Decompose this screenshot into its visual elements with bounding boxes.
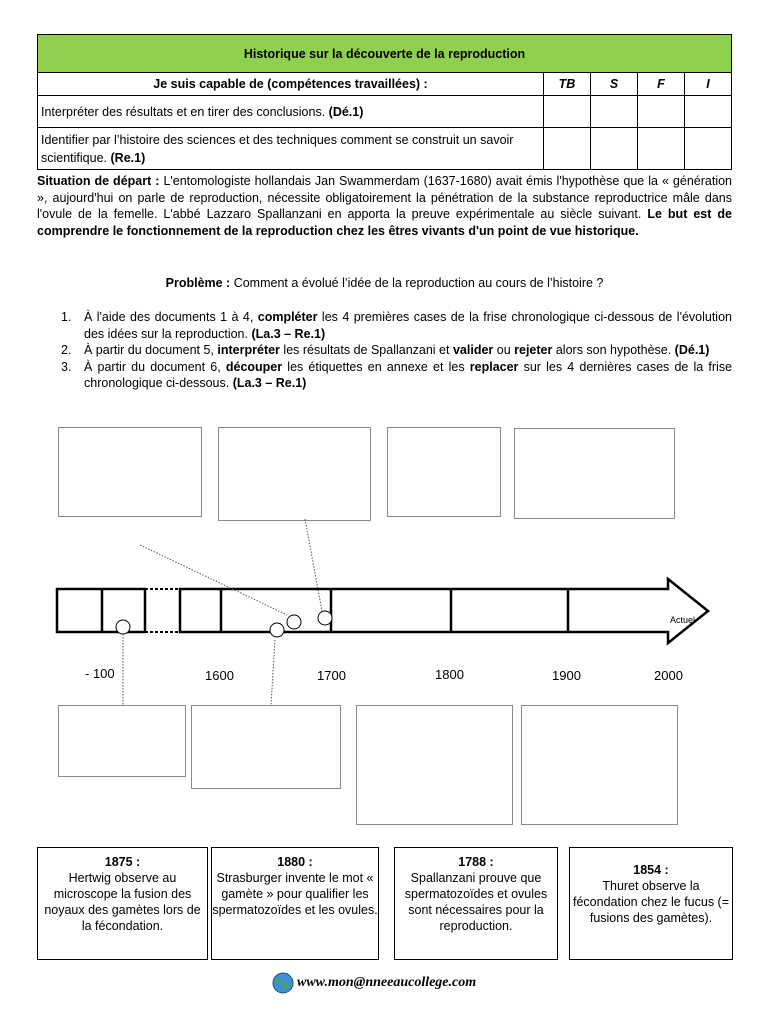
tick-label: - 100 bbox=[85, 666, 115, 681]
instruction-verb: interpréter bbox=[217, 343, 280, 357]
instruction-text: les résultats de Spallanzani et bbox=[279, 343, 453, 357]
instruction-text: ou bbox=[493, 343, 515, 357]
event-year: 1875 : bbox=[104, 855, 141, 869]
answer-box-top-3[interactable] bbox=[387, 427, 501, 517]
event-label-1788[interactable] bbox=[394, 847, 558, 960]
tick-label: 2000 bbox=[654, 668, 683, 683]
problem-text: Comment a évolué l’idée de la reproduction au cours de l’histoire ? bbox=[230, 276, 604, 290]
tick-label: 1600 bbox=[205, 668, 234, 683]
instruction-item bbox=[37, 359, 732, 392]
check-cell[interactable] bbox=[544, 96, 591, 128]
instruction-item bbox=[37, 309, 732, 342]
footer bbox=[272, 972, 476, 994]
situation-text: L'entomologiste hollandais Jan Swammerdam (1637-1680) avait émis l'hypothèse que la « génération », aujourd'hui on parle de reproduction, nécessite obligatoirement la pénétration de la substance reproductrice mâle dans l'ovule de la femelle. L'abbé Lazzaro Spallanzani en apporta la preuve expérimentale au siècle suivant. bbox=[37, 174, 733, 221]
answer-box-bottom-1[interactable] bbox=[58, 705, 186, 777]
timeline-arrow-label: Actuel bbox=[670, 615, 696, 625]
competence-row bbox=[38, 128, 544, 170]
answer-box-bottom-3[interactable] bbox=[356, 705, 513, 825]
answer-box-bottom-4[interactable] bbox=[521, 705, 678, 825]
tick-label: 1700 bbox=[317, 668, 346, 683]
event-label-1875[interactable] bbox=[37, 847, 208, 960]
situation-goal: Le but est de comprendre le fonctionnement de la reproduction chez les êtres vivants d'un point de vue historique. bbox=[37, 207, 733, 238]
problem-label: Problème : bbox=[165, 276, 231, 290]
situation-label: Situation de départ : bbox=[37, 174, 160, 188]
connector-line bbox=[140, 545, 287, 615]
instruction-item bbox=[37, 342, 732, 359]
globe-icon bbox=[272, 972, 294, 994]
instruction-verb: découper bbox=[225, 359, 283, 374]
connector-line bbox=[305, 519, 322, 611]
event-label-1854[interactable] bbox=[569, 847, 733, 960]
event-text: Spallanzani prouve que spermatozoïdes et ovules sont nécessaires pour la reproduction. bbox=[404, 871, 548, 933]
instruction-verb: compléter bbox=[257, 310, 318, 324]
answer-box-top-1[interactable] bbox=[58, 427, 202, 517]
tick-label: 1800 bbox=[435, 667, 464, 682]
instruction-code: (La.3 – Re.1) bbox=[251, 326, 326, 341]
check-cell[interactable] bbox=[638, 128, 685, 170]
instruction-number: 2. bbox=[61, 343, 72, 357]
instruction-text: À partir du document 5, bbox=[84, 343, 218, 357]
instruction-verb: replacer bbox=[469, 359, 519, 374]
instruction-number: 1. bbox=[61, 310, 72, 324]
answer-box-bottom-2[interactable] bbox=[191, 705, 341, 789]
footer-website[interactable]: www.mon@nneeaucollege.com bbox=[297, 975, 477, 990]
event-text: Strasburger invente le mot « gamète » pour qualifier les spermatozoïdes et les ovules. bbox=[212, 871, 378, 917]
event-year: 1788 : bbox=[458, 855, 494, 869]
check-cell[interactable] bbox=[685, 128, 732, 170]
instruction-code: (Dé.1) bbox=[674, 343, 710, 357]
check-cell[interactable] bbox=[544, 128, 591, 170]
competence-code: (Re.1) bbox=[110, 150, 146, 165]
event-text: Thuret observe la fécondation chez le fucus (= fusions des gamètes). bbox=[573, 879, 729, 925]
instruction-text: les 4 premières cases de la frise chronologique ci-dessous de l'évolution des idées sur la reproduction. bbox=[84, 310, 732, 341]
page-title: Historique sur la découverte de la reproduction bbox=[38, 35, 732, 73]
instruction-list bbox=[37, 309, 732, 392]
check-cell[interactable] bbox=[591, 128, 638, 170]
answer-box-top-2[interactable] bbox=[218, 427, 371, 521]
check-cell[interactable] bbox=[638, 96, 685, 128]
instruction-text: alors son hypothèse. bbox=[552, 343, 675, 357]
connector-lines bbox=[0, 510, 768, 710]
instruction-text: les étiquettes en annexe et les bbox=[282, 359, 470, 374]
competence-text: Identifier par l’histoire des sciences et des techniques comment se construit un savoir scientifique. bbox=[41, 132, 514, 165]
situation-paragraph bbox=[37, 173, 732, 239]
check-cell[interactable] bbox=[591, 96, 638, 128]
competence-text: Interpréter des résultats et en tirer des conclusions. bbox=[41, 104, 326, 119]
connector-line bbox=[271, 640, 275, 705]
instruction-verb: valider bbox=[452, 343, 494, 357]
instruction-text: À l'aide des documents 1 à 4, bbox=[84, 310, 258, 324]
tick-label: 1900 bbox=[552, 668, 581, 683]
event-text: Hertwig observe au microscope la fusion des noyaux des gamètes lors de la fécondation. bbox=[44, 871, 201, 933]
competence-code: (Dé.1) bbox=[328, 104, 364, 119]
instruction-code: (La.3 – Re.1) bbox=[232, 376, 307, 390]
column-tb: TB bbox=[544, 73, 591, 96]
instruction-text: À partir du document 6, bbox=[84, 359, 226, 374]
column-s: S bbox=[591, 73, 638, 96]
check-cell[interactable] bbox=[685, 96, 732, 128]
problem-statement bbox=[37, 275, 732, 292]
instruction-text: sur les 4 dernières cases de la frise chronologique ci-dessous. bbox=[84, 359, 733, 390]
competence-row bbox=[38, 96, 544, 128]
column-f: F bbox=[638, 73, 685, 96]
column-i: I bbox=[685, 73, 732, 96]
event-year: 1854 : bbox=[633, 863, 669, 877]
competence-header: Je suis capable de (compétences travaillées) : bbox=[38, 73, 544, 96]
event-year: 1880 : bbox=[277, 855, 313, 869]
instruction-number: 3. bbox=[61, 359, 72, 374]
answer-box-top-4[interactable] bbox=[514, 428, 675, 519]
competence-table bbox=[37, 34, 732, 170]
instruction-verb: rejeter bbox=[514, 343, 553, 357]
event-label-1880[interactable] bbox=[211, 847, 379, 960]
